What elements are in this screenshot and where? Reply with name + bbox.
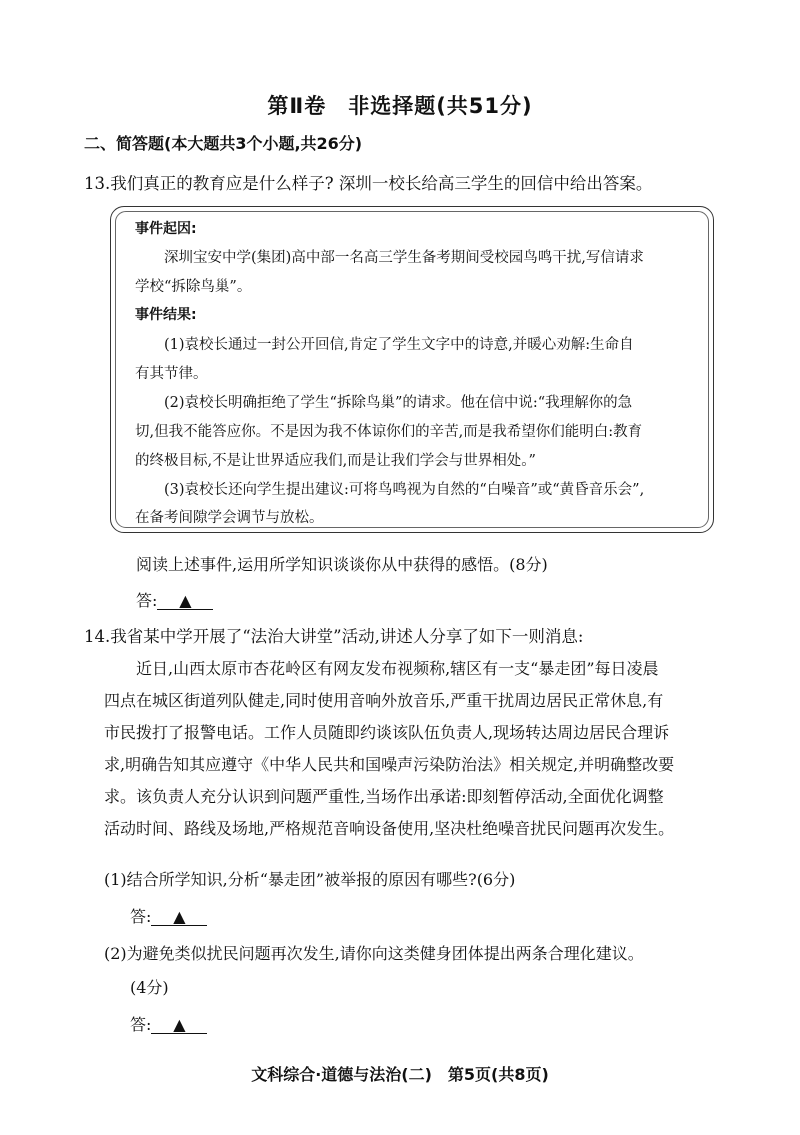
q14-sub-question-2-line-2: (4分) (130, 978, 169, 997)
q14-paragraph-line-2: 四点在城区街道列队健走,同时使用音响外放音乐,严重干扰周边居民正常休息,有 (104, 691, 664, 710)
q14-paragraph-line-3: 市民拨打了报警电话。工作人员随即约谈该队伍负责人,现场转达周边居民合理诉 (104, 723, 670, 742)
answer-blank[interactable]: ▲ (151, 1016, 207, 1034)
q14-sub-question-1: (1)结合所学知识,分析“暴走团”被举报的原因有哪些?(6分) (104, 870, 516, 889)
q14-sub-question-2-line-1: (2)为避免类似扰民问题再次发生,请你向这类健身团体提出两条合理化建议。 (104, 944, 644, 963)
result-2-line-1: (2)袁校长明确拒绝了学生“拆除鸟巢”的请求。他在信中说:“我理解你的急 (164, 395, 633, 411)
result-2-line-3: 的终极目标,不是让世界适应我们,而是让我们学会与世界相处。” (135, 453, 536, 469)
page-title: 第Ⅱ卷 非选择题(共51分) (267, 94, 533, 118)
page-footer: 文科综合·道德与法治(二) 第5页(共8页) (251, 1065, 549, 1084)
answer-label: 答: (136, 591, 158, 610)
question-13-stem: 13.我们真正的教育应是什么样子? 深圳一校长给高三学生的回信中给出答案。 (84, 174, 653, 193)
section-heading: 二、简答题(本大题共3个小题,共26分) (84, 134, 363, 153)
result-1-line-1: (1)袁校长通过一封公开回信,肯定了学生文字中的诗意,并暖心劝解:生命自 (164, 337, 634, 353)
event-cause-line-2: 学校“拆除鸟巢”。 (135, 279, 252, 295)
question-14-stem: 14.我省某中学开展了“法治大讲堂”活动,讲述人分享了如下一则消息: (84, 627, 584, 646)
q14-sub-2-answer (130, 1012, 207, 1035)
answer-label: 答: (130, 1015, 152, 1034)
event-cause-line-1: 深圳宝安中学(集团)高中部一名高三学生备考期间受校园鸟鸣干扰,写信请求 (164, 250, 644, 266)
q14-paragraph-line-6: 活动时间、路线及场地,严格规范音响设备使用,坚决杜绝噪音扰民问题再次发生。 (104, 819, 675, 838)
result-3-line-2: 在备考间隙学会调节与放松。 (135, 510, 324, 526)
result-3-line-1: (3)袁校长还向学生提出建议:可将鸟鸣视为自然的“白噪音”或“黄昏音乐会”, (164, 482, 645, 498)
question-13-prompt: 阅读上述事件,运用所学知识谈谈你从中获得的感悟。(8分) (136, 555, 548, 574)
q14-paragraph-line-4: 求,明确告知其应遵守《中华人民共和国噪声污染防治法》相关规定,并明确整改要 (104, 755, 675, 774)
q14-paragraph-line-5: 求。该负责人充分认识到问题严重性,当场作出承诺:即刻暂停活动,全面优化调整 (104, 787, 664, 806)
result-2-line-2: 切,但我不能答应你。不是因为我不体谅你们的辛苦,而是我希望你们能明白:教育 (135, 424, 643, 440)
answer-blank[interactable]: ▲ (157, 592, 213, 610)
q14-paragraph-line-1: 近日,山西太原市杏花岭区有网友发布视频称,辖区有一支“暴走团”每日凌晨 (136, 659, 659, 678)
answer-blank[interactable]: ▲ (151, 908, 207, 926)
result-1-line-2: 有其节律。 (135, 366, 208, 382)
question-13-answer (136, 588, 213, 611)
answer-label: 答: (130, 907, 152, 926)
event-cause-heading: 事件起因: (135, 221, 197, 237)
event-result-heading: 事件结果: (135, 307, 197, 323)
q14-sub-1-answer (130, 904, 207, 927)
